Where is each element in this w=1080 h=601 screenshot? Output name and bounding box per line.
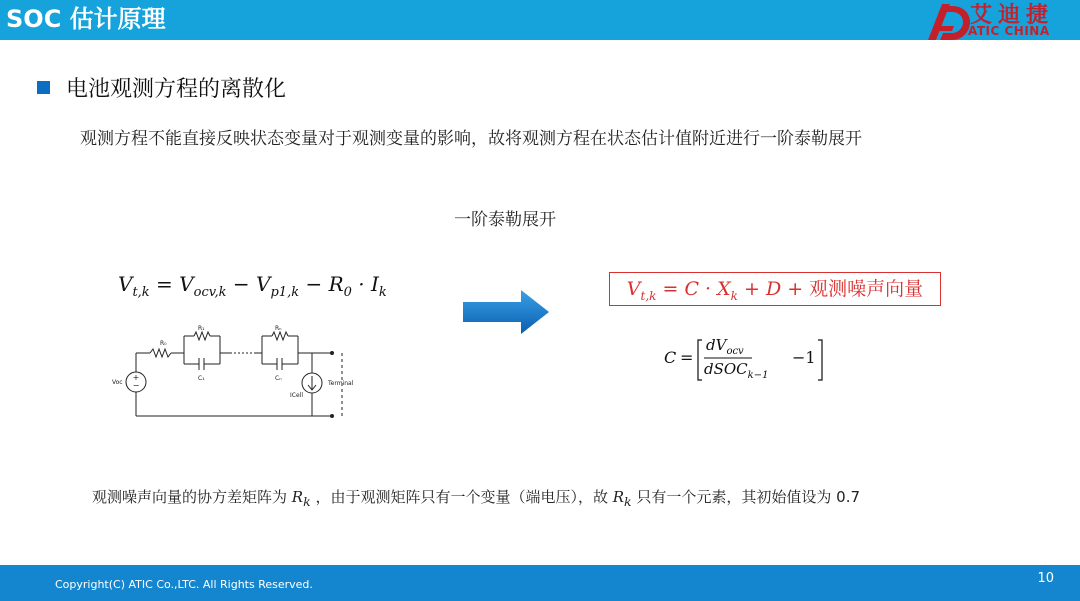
c-matrix-equation: C = $dV_{ocv}$ dSOC$_{k-1}$ −1 — [664, 336, 834, 386]
footer-bar — [0, 565, 1080, 601]
section-title: 电池观测方程的离散化 — [66, 77, 287, 102]
right-arrow-icon — [461, 288, 551, 338]
battery-circuit-diagram — [110, 322, 354, 422]
svg-text:Voc: Voc — [112, 379, 123, 386]
noise-covariance-note: 观测噪声向量的协方差矩阵为 $R_k$ ，由于观测矩阵只有一个变量（端电压），故 $R_k$ 只有一个元素，其初始值设为 0.7 — [92, 488, 861, 509]
logo-name: 艾迪捷 — [970, 3, 1055, 28]
section-bullet-icon — [37, 81, 50, 94]
svg-text:+: + — [132, 373, 140, 382]
logo-mark-icon — [926, 0, 972, 44]
svg-text:Cₙ: Cₙ — [275, 375, 282, 382]
description-text: 观测方程不能直接反映状态变量对于观测变量的影响，故将观测方程在状态估计值附近进行一阶泰勒展开 — [80, 129, 862, 149]
svg-text:ICell: ICell — [290, 392, 303, 399]
page-number: 10 — [1037, 571, 1054, 586]
expansion-label: 一阶泰勒展开 — [454, 210, 556, 230]
header-bar — [0, 0, 1080, 40]
svg-text:C₁: C₁ — [198, 375, 205, 382]
svg-text:R₀: R₀ — [160, 340, 167, 347]
linearized-equation: $V_{t,k} = C \cdot X_k + D$ + 观测噪声向量 — [609, 272, 941, 306]
logo-subtitle: ATIC CHINA — [968, 24, 1050, 38]
observation-equation: $V_{t,k} = V_{ocv,k} - V_{p1,k} - R_0 \cdot I_k$ — [118, 272, 387, 300]
svg-text:−: − — [132, 381, 140, 390]
slide-title: SOC 估计原理 — [6, 5, 166, 33]
company-logo — [926, 0, 1076, 44]
svg-text:R₁: R₁ — [198, 325, 205, 332]
svg-text:Terminal: Terminal — [328, 380, 354, 387]
copyright-text: Copyright(C) ATIC Co.,LTC. All Rights Reserved. — [55, 578, 313, 591]
svg-text:Rₙ: Rₙ — [275, 325, 282, 332]
